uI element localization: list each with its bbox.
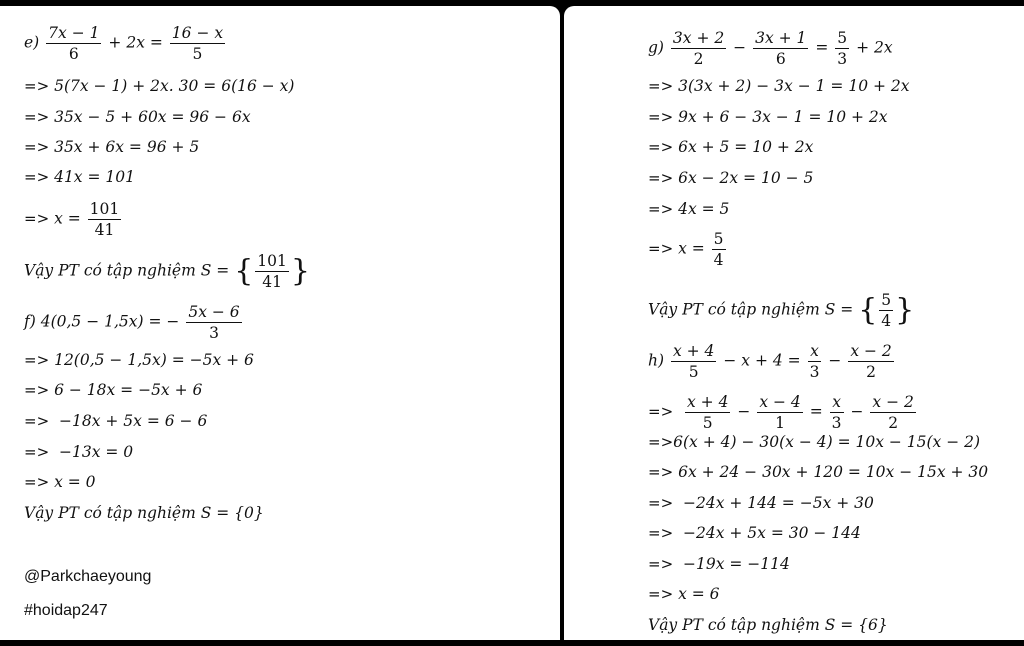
fraction: $\frac{5x - 6}{3}$	[188, 303, 240, 342]
conclusion-f: Vậy PT có tập nghiệm S = {0}	[24, 504, 264, 522]
step-line: => 9x + 6 − 3x − 1 = 10 + 2x	[648, 108, 888, 126]
fraction: $\frac{x}{3}$	[809, 342, 820, 381]
fraction: $\frac{x - 2}{2}$	[872, 393, 914, 432]
conclusion-h: Vậy PT có tập nghiệm S = {6}	[648, 616, 888, 634]
fraction: $\frac{16 - x}{5}$	[171, 24, 224, 63]
fraction: $\frac{x + 4}{5}$	[687, 393, 729, 432]
fraction: $\frac{3x + 1}{6}$	[755, 29, 807, 68]
problem-e-equation: e) $\frac{7x - 1}{6}$ + 2x = $\frac{16 - x}{5}$	[24, 24, 224, 63]
step-line: => 6x + 24 − 30x + 120 = 10x − 15x + 30	[648, 463, 989, 481]
problem-h-label: h)	[648, 351, 665, 370]
fraction: $\frac{101}{41}$	[257, 252, 287, 291]
conclusion-g: Vậy PT có tập nghiệm S = { $\frac{5}{4}$ }	[648, 291, 915, 330]
step-line: => −19x = −114	[648, 555, 790, 573]
step-line: => x = $\frac{101}{41}$	[24, 200, 120, 239]
step-line: => 12(0,5 − 1,5x) = −5x + 6	[24, 351, 254, 369]
step-line: => 3(3x + 2) − 3x − 1 = 10 + 2x	[648, 77, 910, 95]
fraction: $\frac{3x + 2}{2}$	[672, 29, 725, 68]
author-handle: @Parkchaeyoung	[24, 568, 152, 585]
step-line: => 5(7x − 1) + 2x. 30 = 6(16 − x)	[24, 77, 295, 95]
step-line: => 4x = 5	[648, 200, 730, 218]
fraction: $\frac{x + 4}{5}$	[672, 342, 715, 381]
problem-f-label: f)	[24, 312, 36, 331]
step-line: =>6(x + 4) − 30(x − 4) = 10x − 15(x − 2)	[648, 433, 981, 451]
fraction: $\frac{x}{3}$	[831, 393, 842, 432]
problem-f-equation: f) 4(0,5 − 1,5x) = − $\frac{5x - 6}{3}$	[24, 303, 240, 342]
problem-g-equation: g) $\frac{3x + 2}{2}$ − $\frac{3x + 1}{6}$ = $\frac{5}{3}$ + 2x	[648, 29, 893, 68]
step-line: => 35x − 5 + 60x = 96 − 6x	[24, 108, 251, 126]
fraction: $\frac{101}{41}$	[89, 200, 120, 239]
problem-e-label: e)	[24, 33, 40, 52]
step-line: => 6x + 5 = 10 + 2x	[648, 138, 814, 156]
fraction: $\frac{5}{4}$	[881, 291, 892, 330]
conclusion-e: Vậy PT có tập nghiệm S = { $\frac{101}{41}$ }	[24, 252, 310, 291]
problem-g-label: g)	[648, 38, 664, 57]
step-line: => x = 0	[24, 473, 96, 491]
fraction: $\frac{x - 4}{1}$	[759, 393, 801, 432]
right-page	[564, 6, 1024, 640]
step-line: => 35x + 6x = 96 + 5	[24, 138, 200, 156]
fraction: $\frac{x - 2}{2}$	[850, 342, 892, 381]
step-line: => 41x = 101	[24, 168, 135, 186]
step-line: => −24x + 144 = −5x + 30	[648, 494, 874, 512]
step-line: => x = $\frac{5}{4}$	[648, 230, 724, 269]
fraction: $\frac{5}{3}$	[837, 29, 848, 68]
fraction: $\frac{5}{4}$	[713, 230, 724, 269]
left-page	[0, 6, 560, 640]
step-line: => −18x + 5x = 6 − 6	[24, 412, 208, 430]
fraction: $\frac{7x - 1}{6}$	[48, 24, 100, 63]
step-line: => 6 − 18x = −5x + 6	[24, 381, 203, 399]
step-line: => x = 6	[648, 585, 720, 603]
step-line: => $\frac{x + 4}{5}$ − $\frac{x - 4}{1}$ = $\frac{x}{3}$ − $\frac{x - 2}{2}$	[648, 393, 914, 432]
problem-h-equation: h) $\frac{x + 4}{5}$ − x + 4 = $\frac{x}{3}$ − $\frac{x - 2}{2}$	[648, 342, 892, 381]
step-line: => −13x = 0	[24, 443, 134, 461]
hashtag: #hoidap247	[24, 602, 108, 619]
step-line: => −24x + 5x = 30 − 144	[648, 524, 861, 542]
step-line: => 6x − 2x = 10 − 5	[648, 169, 814, 187]
